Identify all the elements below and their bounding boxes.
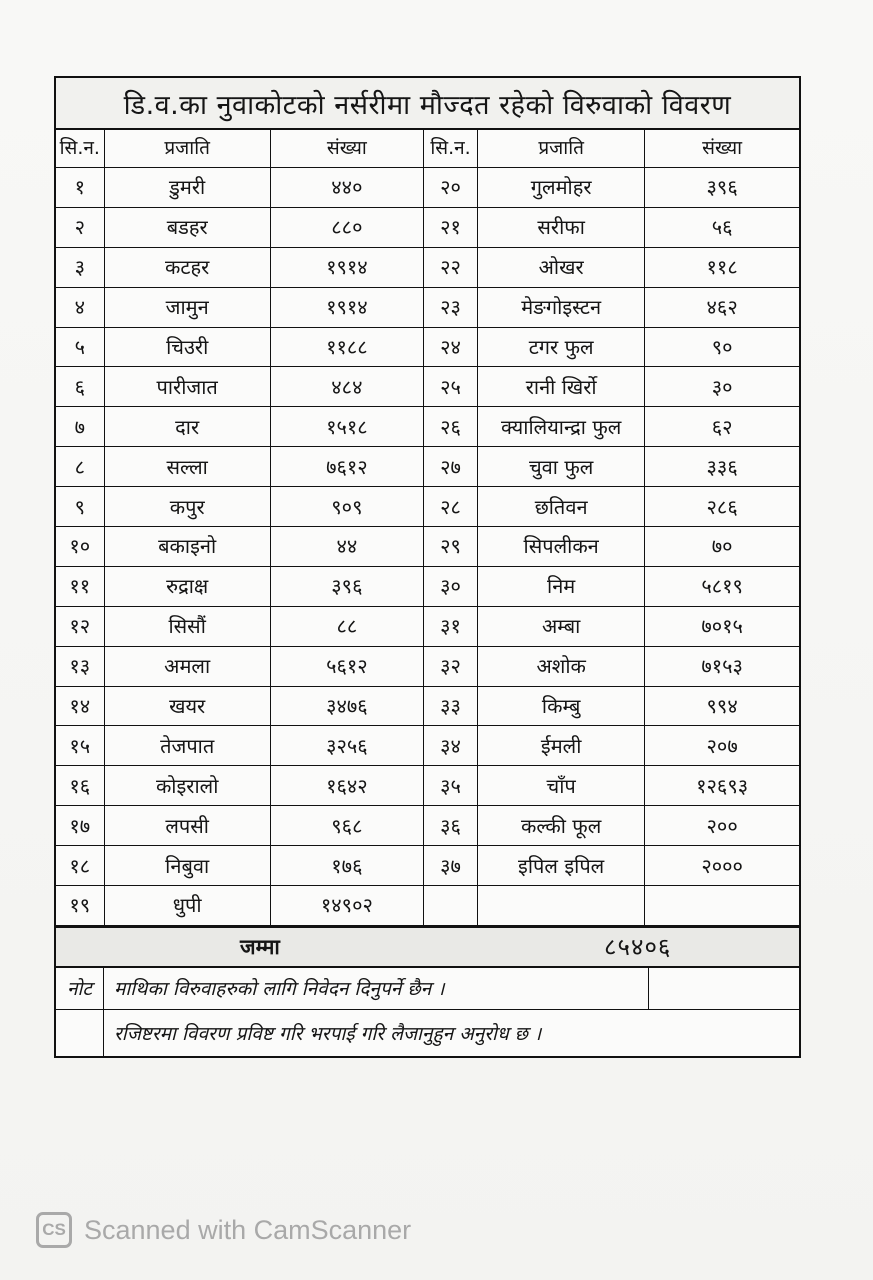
table-row <box>56 407 799 447</box>
cell-count: २०० <box>645 806 799 846</box>
cell-sn: ३१ <box>423 606 477 646</box>
note-text: रजिष्टरमा विवरण प्रविष्ट गरि भरपाई गरि लैजानुहुन अनुरोध छ । <box>114 1022 542 1045</box>
cell-species: पारीजात <box>104 367 270 407</box>
cell-sn: १२ <box>56 606 104 646</box>
cell-sn: ४ <box>56 287 104 327</box>
cell-sn: ३४ <box>423 726 477 766</box>
table-row <box>56 726 799 766</box>
cell-species: इपिल इपिल <box>478 846 645 886</box>
cell-species: गुलमोहर <box>478 168 645 208</box>
cell-count: १४९०२ <box>270 886 423 926</box>
cell-sn: २७ <box>423 447 477 487</box>
cell-count: ८८० <box>270 207 423 247</box>
cell-sn: ३६ <box>423 806 477 846</box>
cell-sn: १८ <box>56 846 104 886</box>
cell-count: १९१४ <box>270 287 423 327</box>
cell-species: अमला <box>104 646 270 686</box>
col-header-species-right: प्रजाति <box>478 130 645 168</box>
cell-sn: ६ <box>56 367 104 407</box>
cell-species: खयर <box>104 686 270 726</box>
cell-sn: १३ <box>56 646 104 686</box>
cell-count: १९१४ <box>270 247 423 287</box>
cell-count: २००० <box>645 846 799 886</box>
note-key <box>56 1010 104 1056</box>
cell-count: ७०१५ <box>645 606 799 646</box>
cell-count: ७१५३ <box>645 646 799 686</box>
cell-count: ३९६ <box>645 168 799 208</box>
cell-sn: ३२ <box>423 646 477 686</box>
cell-sn: २१ <box>423 207 477 247</box>
cell-species <box>478 886 645 926</box>
cell-sn: १ <box>56 168 104 208</box>
table-row <box>56 806 799 846</box>
cell-species: निम <box>478 566 645 606</box>
cell-sn: २६ <box>423 407 477 447</box>
cell-species: डुमरी <box>104 168 270 208</box>
cell-species: कपुर <box>104 487 270 527</box>
cell-sn: २९ <box>423 527 477 567</box>
cell-species: बकाइनो <box>104 527 270 567</box>
cell-count: ५८१९ <box>645 566 799 606</box>
cell-sn: ३५ <box>423 766 477 806</box>
cell-species: लपसी <box>104 806 270 846</box>
cell-species: छतिवन <box>478 487 645 527</box>
cell-count: ५६१२ <box>270 646 423 686</box>
cell-count: ९९४ <box>645 686 799 726</box>
total-value: ८५४०६ <box>604 933 672 962</box>
col-header-count-left: संख्या <box>270 130 423 168</box>
cell-count: ९०९ <box>270 487 423 527</box>
cell-sn: ९ <box>56 487 104 527</box>
table-body <box>56 168 799 926</box>
cell-species: तेजपात <box>104 726 270 766</box>
cell-count: ३२५६ <box>270 726 423 766</box>
cell-species: सिसौं <box>104 606 270 646</box>
cell-species: जामुन <box>104 287 270 327</box>
cell-species: कटहर <box>104 247 270 287</box>
cell-species: सल्ला <box>104 447 270 487</box>
cell-sn: २४ <box>423 327 477 367</box>
cell-count: ९६८ <box>270 806 423 846</box>
cell-sn: ३० <box>423 566 477 606</box>
cell-count: ४६२ <box>645 287 799 327</box>
cell-sn: ३ <box>56 247 104 287</box>
watermark-text: Scanned with CamScanner <box>84 1214 412 1245</box>
table-row <box>56 287 799 327</box>
cell-species: निबुवा <box>104 846 270 886</box>
cell-count: १२६९३ <box>645 766 799 806</box>
total-label: जम्मा <box>240 934 280 959</box>
cell-sn: ३३ <box>423 686 477 726</box>
cell-species: ईमली <box>478 726 645 766</box>
cell-sn: २५ <box>423 367 477 407</box>
cell-count: १६४२ <box>270 766 423 806</box>
cell-sn: २८ <box>423 487 477 527</box>
cell-count: ७६१२ <box>270 447 423 487</box>
cell-species: सिपलीकन <box>478 527 645 567</box>
cell-species: बडहर <box>104 207 270 247</box>
cell-species: अम्बा <box>478 606 645 646</box>
table-row <box>56 367 799 407</box>
cell-sn: १६ <box>56 766 104 806</box>
cell-count: ११८८ <box>270 327 423 367</box>
cell-species: चिउरी <box>104 327 270 367</box>
cell-count: ३० <box>645 367 799 407</box>
total-row <box>56 926 799 968</box>
cell-sn: ५ <box>56 327 104 367</box>
table-row <box>56 327 799 367</box>
note-text: माथिका विरुवाहरुको लागि निवेदन दिनुपर्ने छैन । <box>114 978 445 1001</box>
cell-sn: ८ <box>56 447 104 487</box>
table-row <box>56 247 799 287</box>
cell-species: रुद्राक्ष <box>104 566 270 606</box>
nursery-document <box>54 76 801 1058</box>
cell-count: ६२ <box>645 407 799 447</box>
note-row <box>56 968 799 1010</box>
cell-species: चुवा फुल <box>478 447 645 487</box>
cell-species: कल्की फूल <box>478 806 645 846</box>
cell-species: टगर फुल <box>478 327 645 367</box>
table-row <box>56 207 799 247</box>
cell-count: ७० <box>645 527 799 567</box>
cell-species: रानी खिर्रो <box>478 367 645 407</box>
cell-sn: १७ <box>56 806 104 846</box>
cell-sn <box>423 886 477 926</box>
cell-count: १५१८ <box>270 407 423 447</box>
cell-count: ८८ <box>270 606 423 646</box>
cell-species: धुपी <box>104 886 270 926</box>
cell-count: २८६ <box>645 487 799 527</box>
note-key: नोट <box>56 968 104 1009</box>
cell-species: अशोक <box>478 646 645 686</box>
table-row <box>56 606 799 646</box>
cell-species: सरीफा <box>478 207 645 247</box>
cell-sn: ३७ <box>423 846 477 886</box>
cell-species: किम्बु <box>478 686 645 726</box>
cell-sn: २३ <box>423 287 477 327</box>
cell-sn: १५ <box>56 726 104 766</box>
cell-species: चाँप <box>478 766 645 806</box>
table-row <box>56 886 799 926</box>
document-title: डि.व.का नुवाकोटको नर्सरीमा मौज्दत रहेको विरुवाको विवरण <box>56 78 799 130</box>
cell-count: २०७ <box>645 726 799 766</box>
note-empty-cell <box>648 968 799 1009</box>
cell-count <box>645 886 799 926</box>
cell-species: दार <box>104 407 270 447</box>
cell-sn: १० <box>56 527 104 567</box>
seedling-table <box>56 130 799 926</box>
cell-sn: २ <box>56 207 104 247</box>
cell-sn: १९ <box>56 886 104 926</box>
table-row <box>56 846 799 886</box>
cell-count: ३४७६ <box>270 686 423 726</box>
cell-count: ११८ <box>645 247 799 287</box>
cell-sn: २२ <box>423 247 477 287</box>
table-row <box>56 168 799 208</box>
table-row <box>56 766 799 806</box>
cell-count: ४४ <box>270 527 423 567</box>
cell-sn: १४ <box>56 686 104 726</box>
cell-sn: ११ <box>56 566 104 606</box>
table-row <box>56 646 799 686</box>
col-header-species-left: प्रजाति <box>104 130 270 168</box>
cell-species: ओखर <box>478 247 645 287</box>
cell-species: मेङगोइस्टन <box>478 287 645 327</box>
table-row <box>56 566 799 606</box>
cell-count: ४८४ <box>270 367 423 407</box>
cell-count: ५६ <box>645 207 799 247</box>
col-header-count-right: संख्या <box>645 130 799 168</box>
cell-sn: ७ <box>56 407 104 447</box>
cell-count: ३९६ <box>270 566 423 606</box>
col-header-sn-left: सि.न. <box>56 130 104 168</box>
cell-count: ४४० <box>270 168 423 208</box>
cell-sn: २० <box>423 168 477 208</box>
cell-count: ९० <box>645 327 799 367</box>
camscanner-logo-icon: CS <box>36 1212 72 1248</box>
note-row <box>56 1010 799 1056</box>
cell-species: क्यालियान्द्रा फुल <box>478 407 645 447</box>
cell-count: १७६ <box>270 846 423 886</box>
table-row <box>56 447 799 487</box>
table-row <box>56 686 799 726</box>
table-row <box>56 487 799 527</box>
table-row <box>56 527 799 567</box>
table-header-row <box>56 130 799 168</box>
cell-count: ३३६ <box>645 447 799 487</box>
camscanner-watermark <box>36 1212 411 1248</box>
cell-species: कोइरालो <box>104 766 270 806</box>
col-header-sn-right: सि.न. <box>423 130 477 168</box>
